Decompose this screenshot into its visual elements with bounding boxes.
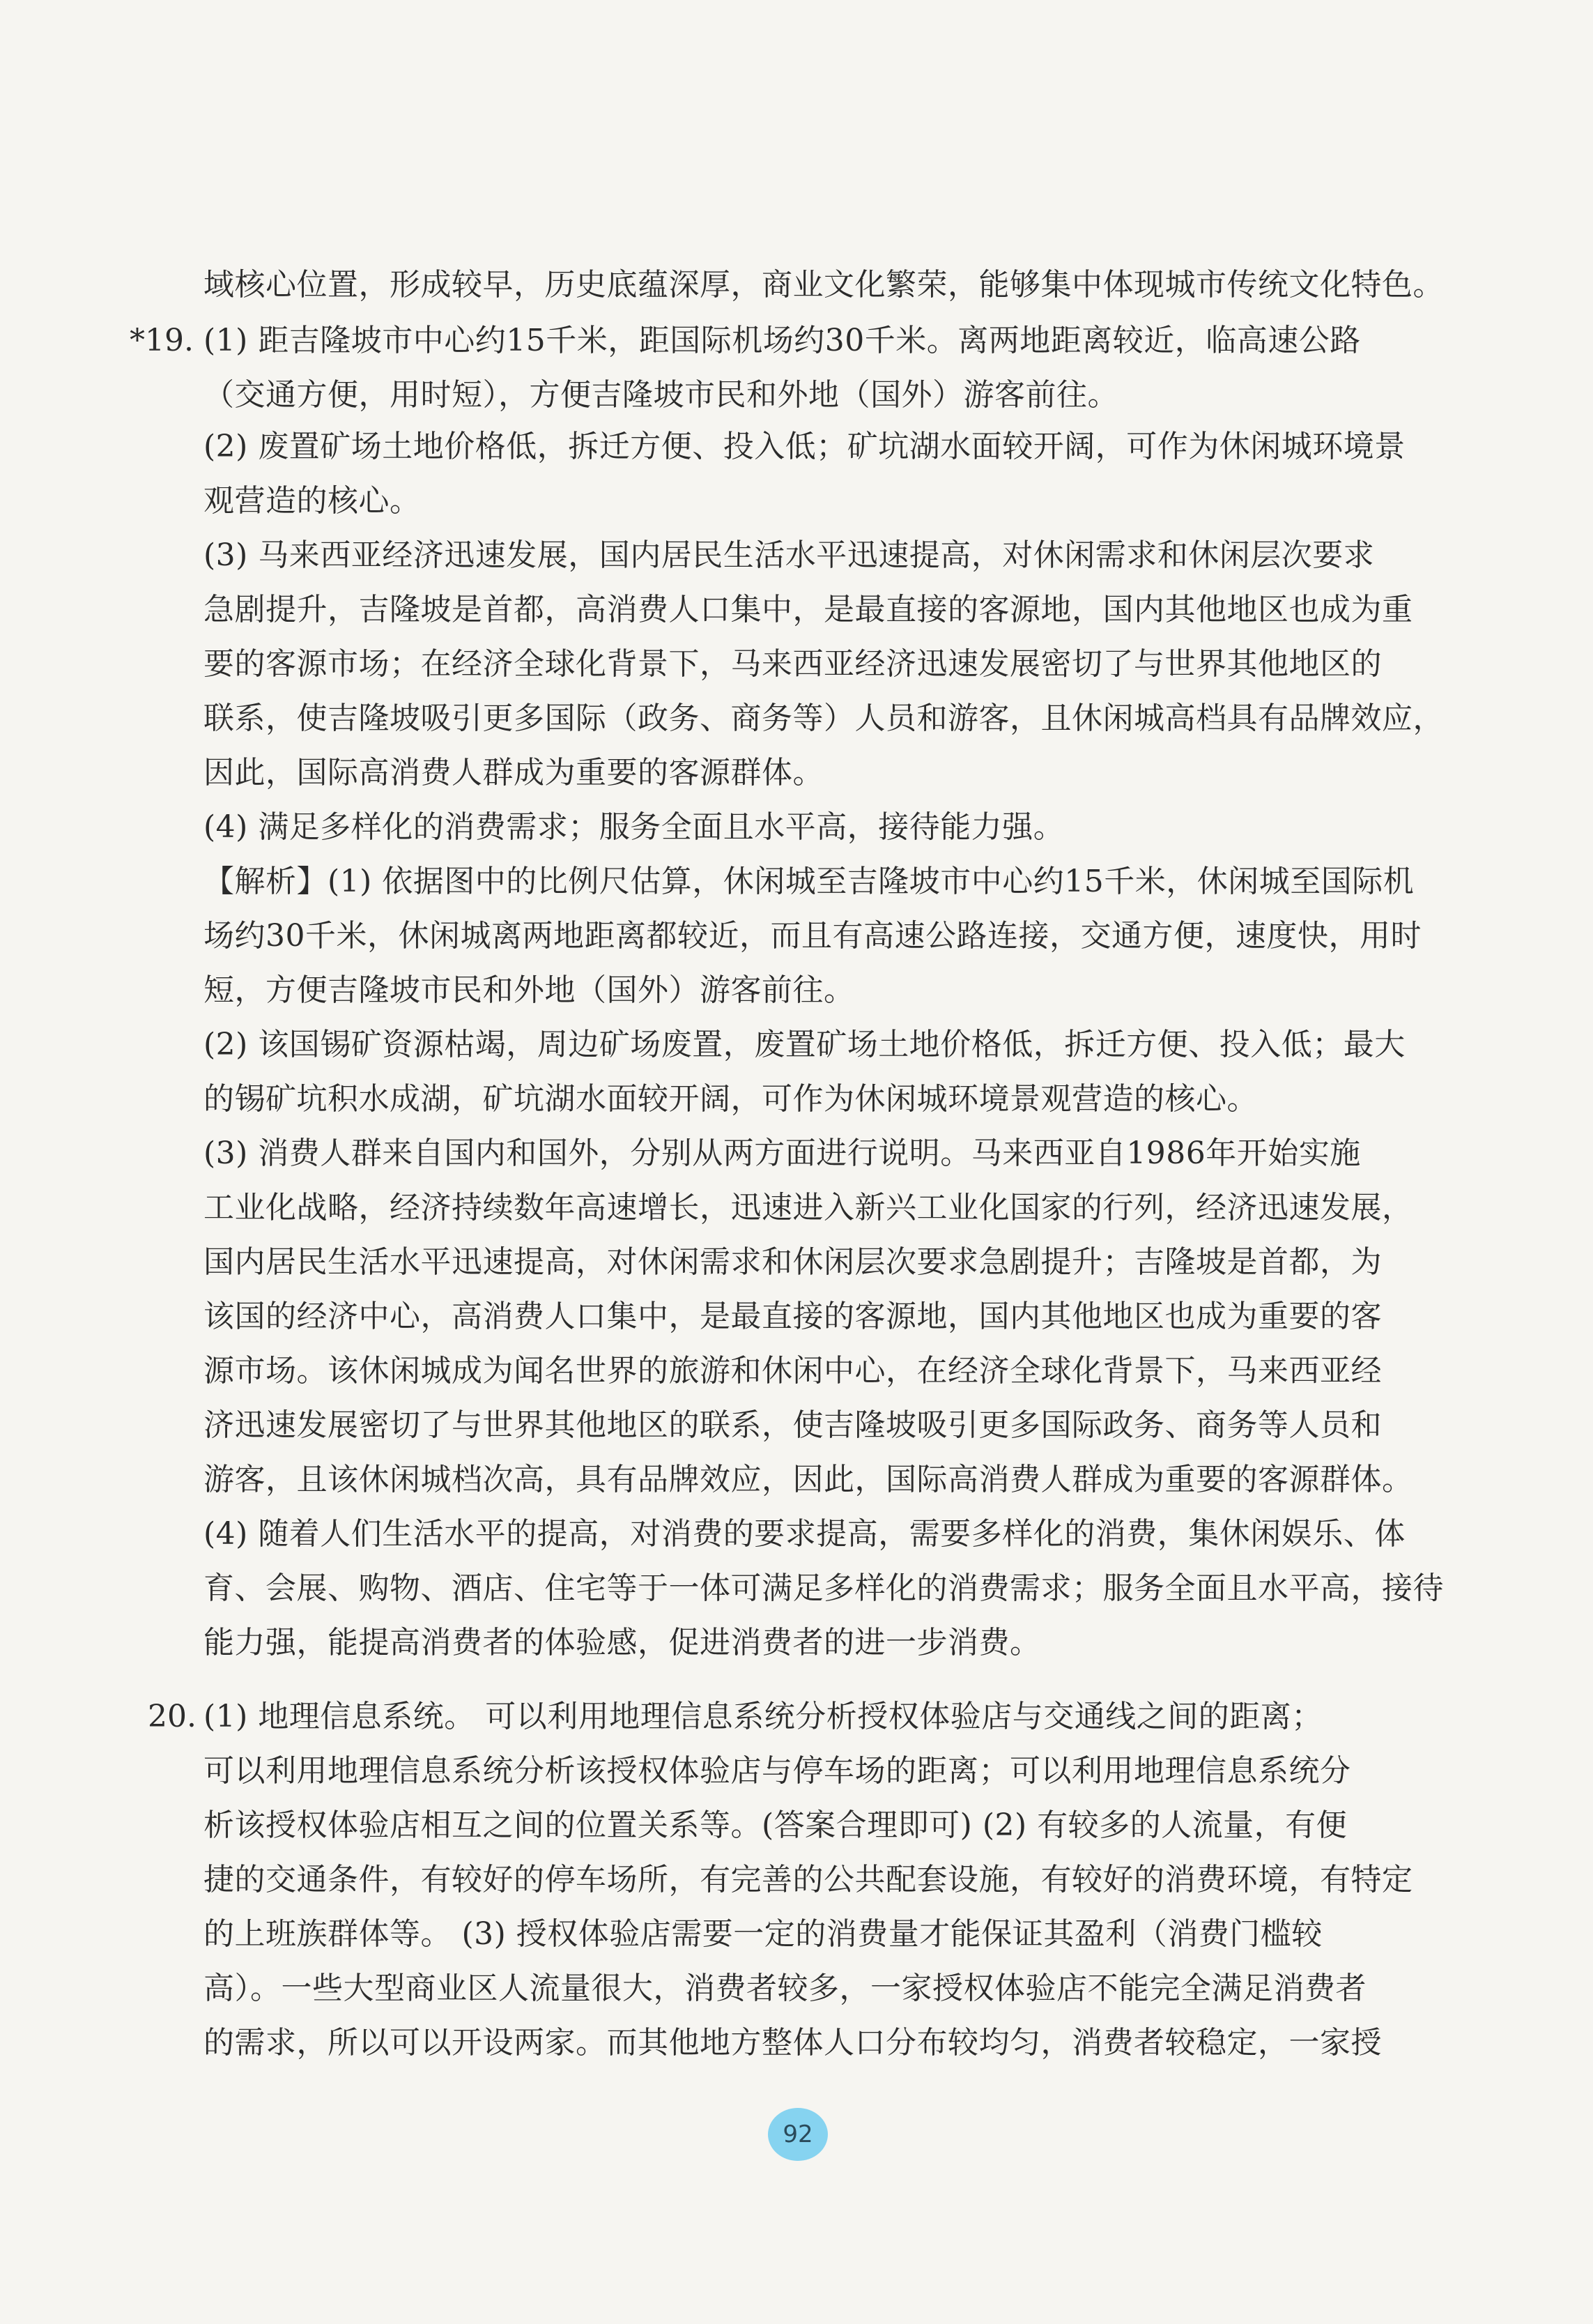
analysis-line: (4) 随着人们生活水平的提高，对消费的要求提高，需要多样化的消费，集休闲娱乐、体 — [203, 1516, 1406, 1552]
analysis-line: 源市场。该休闲城成为闻名世界的旅游和休闲中心，在经济全球化背景下，马来西亚经 — [203, 1353, 1382, 1389]
text-line: 析该授权体验店相互之间的位置关系等。(答案合理即可) (2) 有较多的人流量，有便 — [203, 1807, 1348, 1843]
text-line: 要的客源市场；在经济全球化背景下，马来西亚经济迅速发展密切了与世界其他地区的 — [203, 646, 1382, 682]
analysis-line: (2) 该国锡矿资源枯竭，周边矿场废置，废置矿场土地价格低，拆迁方便、投入低；最大 — [203, 1027, 1406, 1062]
text-line: (1) 地理信息系统。 可以利用地理信息系统分析授权体验店与交通线之间的距离； — [203, 1699, 1323, 1734]
analysis-line: 该国的经济中心，高消费人口集中，是最直接的客源地，国内其他地区也成为重要的客 — [203, 1299, 1382, 1334]
page-number-badge — [768, 2108, 828, 2161]
analysis-line: (3) 消费人群来自国内和国外，分别从两方面进行说明。马来西亚自1986年开始实施 — [203, 1136, 1361, 1171]
analysis-line: 济迅速发展密切了与世界其他地区的联系，使吉隆坡吸引更多国际政务、商务等人员和 — [203, 1407, 1382, 1443]
text-line: (1) 距吉隆坡市中心约15千米，距国际机场约30千米。离两地距离较近，临高速公路 — [203, 323, 1361, 358]
analysis-line: 能力强，能提高消费者的体验感，促进消费者的进一步消费。 — [203, 1625, 1041, 1660]
text-line: 可以利用地理信息系统分析该授权体验店与停车场的距离；可以利用地理信息系统分 — [203, 1753, 1351, 1789]
text-line: 的需求，所以可以开设两家。而其他地方整体人口分布较均匀，消费者较稳定，一家授 — [203, 2025, 1382, 2061]
page-number: 92 — [783, 2120, 813, 2148]
analysis-line: 国内居民生活水平迅速提高，对休闲需求和休闲层次要求急剧提升；吉隆坡是首都，为 — [203, 1244, 1382, 1280]
question-number-19: *19. — [130, 323, 194, 358]
text-line: (3) 马来西亚经济迅速发展，国内居民生活水平迅速提高，对休闲需求和休闲层次要求 — [203, 537, 1375, 573]
analysis-line: 工业化战略，经济持续数年高速增长，迅速进入新兴工业化国家的行列，经济迅速发展， — [203, 1190, 1413, 1225]
text-line: 捷的交通条件，有较好的停车场所，有完善的公共配套设施，有较好的消费环境，有特定 — [203, 1862, 1413, 1897]
analysis-line: 游客，且该休闲城档次高，具有品牌效应，因此，国际高消费人群成为重要的客源群体。 — [203, 1462, 1413, 1497]
text-line: 因此，国际高消费人群成为重要的客源群体。 — [203, 755, 824, 790]
analysis-line: 【解析】(1) 依据图中的比例尺估算，休闲城至吉隆坡市中心约15千米，休闲城至国际机 — [203, 864, 1415, 899]
text-line: 联系，使吉隆坡吸引更多国际（政务、商务等）人员和游客，且休闲城高档具有品牌效应， — [203, 701, 1444, 736]
analysis-line: 育、会展、购物、酒店、住宅等于一体可满足多样化的消费需求；服务全面且水平高，接待 — [203, 1570, 1444, 1606]
text-line: 急剧提升，吉隆坡是首都，高消费人口集中，是最直接的客源地，国内其他地区也成为重 — [203, 592, 1413, 627]
text-line: (4) 满足多样化的消费需求；服务全面且水平高，接待能力强。 — [203, 809, 1065, 845]
text-line: 高）。一些大型商业区人流量很大，消费者较多，一家授权体验店不能完全满足消费者 — [203, 1971, 1367, 2006]
analysis-line: 短，方便吉隆坡市民和外地（国外）游客前往。 — [203, 972, 855, 1008]
text-line: 域核心位置，形成较早，历史底蕴深厚，商业文化繁荣，能够集中体现城市传统文化特色。 — [203, 267, 1444, 303]
analysis-line: 的锡矿坑积水成湖，矿坑湖水面较开阔，可作为休闲城环境景观营造的核心。 — [203, 1081, 1258, 1117]
text-line: 的上班族群体等。 (3) 授权体验店需要一定的消费量才能保证其盈利（消费门槛较 — [203, 1916, 1323, 1952]
analysis-line: 场约30千米，休闲城离两地距离都较近，而且有高速公路连接，交通方便，速度快，用时 — [203, 918, 1422, 954]
text-line: (2) 废置矿场土地价格低，拆迁方便、投入低；矿坑湖水面较开阔，可作为休闲城环境景 — [203, 429, 1406, 464]
text-line: （交通方便，用时短），方便吉隆坡市民和外地（国外）游客前往。 — [203, 377, 1118, 413]
text-line: 观营造的核心。 — [203, 483, 421, 519]
question-number-20: 20. — [148, 1699, 197, 1734]
